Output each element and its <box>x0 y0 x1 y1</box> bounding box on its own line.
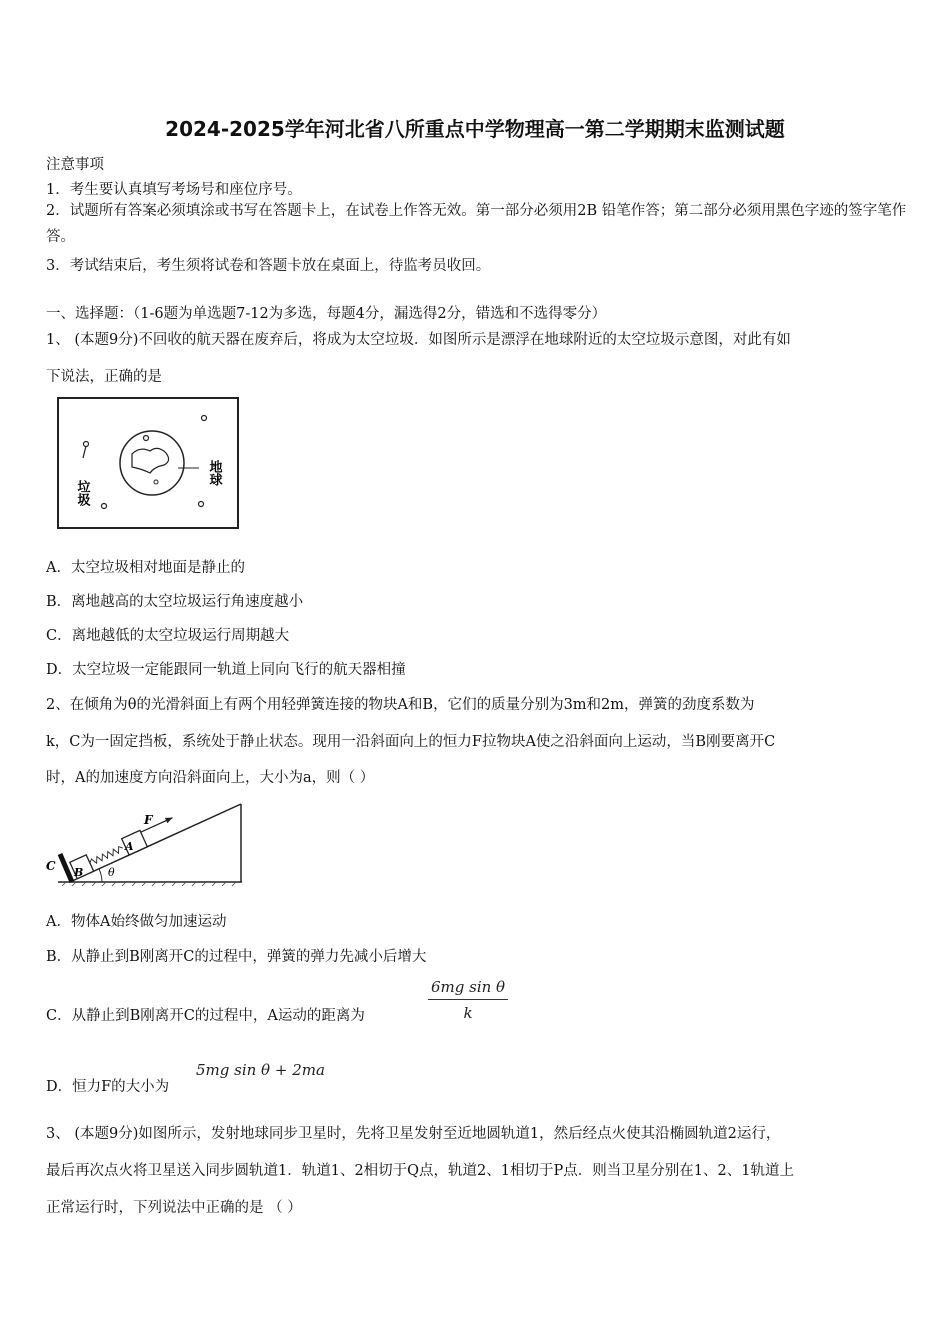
island-mark <box>154 480 158 484</box>
q1-option-c: C．离地越低的太空垃圾运行周期越大 <box>46 628 290 644</box>
debris-dot <box>202 416 207 421</box>
q1-stem-line-1: 1、 (本题9分)不回收的航天器在废弃后，将成为太空垃圾．如图所示是漂浮在地球附近的太空垃圾示意图，对此有如 <box>46 332 791 348</box>
debris-trail <box>83 446 86 458</box>
q3-stem-line-3: 正常运行时，下列说法中正确的是 （ ） <box>46 1200 302 1216</box>
fraction-denominator: k <box>463 1004 473 1022</box>
debris-label: 垃圾 <box>74 480 90 506</box>
q2-stem-line-2: k，C为一固定挡板，系统处于静止状态。现用一沿斜面向上的恒力F拉物块A使之沿斜面向上运动，当B刚要离开C <box>46 734 776 750</box>
earth-outline <box>120 431 184 495</box>
q1-option-d: D．太空垃圾一定能跟同一轨道上同向飞行的航天器相撞 <box>46 662 406 678</box>
q1-option-b: B．离地越高的太空垃圾运行角速度越小 <box>46 594 304 610</box>
q3-stem-line-1: 3、 (本题9分)如图所示，发射地球同步卫星时，先将卫星发射至近地圆轨道1，然后经点火使其沿椭圆轨道2运行， <box>46 1126 781 1142</box>
q3-stem-line-2: 最后再次点火将卫星送入同步圆轨道1．轨道1、2相切于Q点，轨道2、1相切于P点．则当卫星分别在1、2、1轨道上 <box>46 1163 794 1179</box>
exam-title: 2024-2025学年河北省八所重点中学物理高一第二学期期末监测试题 <box>165 117 785 141</box>
notice-item-3: 3．考试结束后，考生须将试卷和答题卡放在桌面上，待监考员收回。 <box>46 258 491 274</box>
force-arrowhead <box>165 815 174 823</box>
q2-option-b: B．从静止到B刚离开C的过程中，弹簧的弹力先减小后增大 <box>46 949 427 965</box>
q1-option-a: A．太空垃圾相对地面是静止的 <box>46 560 245 576</box>
q2-option-d-formula: 5mg sin θ + 2ma <box>196 1061 325 1079</box>
continent-outline <box>132 448 169 473</box>
q2-option-c: C．从静止到B刚离开C的过程中，A运动的距离为 <box>46 1008 365 1024</box>
label-f: F <box>144 813 153 827</box>
stopper-c <box>60 854 72 882</box>
fraction-numerator: 6mg sin θ <box>428 978 508 1000</box>
debris-dot <box>102 504 107 509</box>
debris-dot <box>144 436 149 441</box>
angle-arc <box>99 869 102 882</box>
q2-option-a: A．物体A始终做匀加速运动 <box>46 914 227 930</box>
notice-heading: 注意事项 <box>46 157 104 173</box>
notice-item-1: 1．考生要认真填写考场号和座位序号。 <box>46 182 302 198</box>
label-c: C <box>46 859 56 873</box>
q2-option-d: D．恒力F的大小为 <box>46 1079 170 1095</box>
space-debris-figure <box>56 396 242 532</box>
q1-stem-line-2: 下说法，正确的是 <box>46 369 162 385</box>
debris-dot <box>84 442 89 447</box>
incline-figure <box>40 800 246 888</box>
q2-option-c-fraction <box>428 978 508 1022</box>
notice-item-2: 2．试题所有答案必须填涂或书写在答题卡上，在试卷上作答无效。第一部分必须用2B 铅笔作答；第二部分必须用黑色字迹的签字笔作答。 <box>46 203 907 245</box>
earth-label: 地球 <box>206 460 222 486</box>
label-a: A <box>125 840 134 853</box>
q2-stem-line-1: 2、在倾角为θ的光滑斜面上有两个用轻弹簧连接的物块A和B，它们的质量分别为3m和2m，弹簧的劲度系数为 <box>46 697 755 713</box>
label-theta: θ <box>108 866 115 879</box>
incline-surface <box>70 804 241 882</box>
debris-dot <box>199 502 204 507</box>
spring <box>89 845 124 865</box>
section-heading: 一、选择题：（1-6题为单选题7-12为多选，每题4分，漏选得2分，错选和不选得零分） <box>46 306 607 322</box>
label-b: B <box>74 866 84 879</box>
q2-stem-line-3: 时，A的加速度方向沿斜面向上，大小为a，则（ ） <box>46 770 375 786</box>
